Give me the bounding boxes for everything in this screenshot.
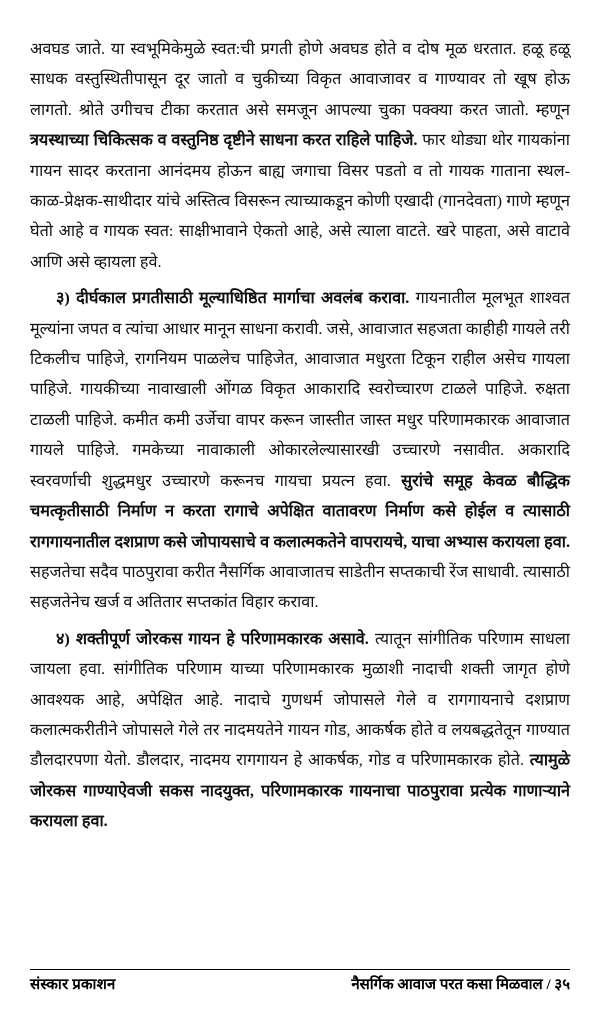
emphasis-run: ४): [56, 629, 76, 648]
paragraph-1: [30, 34, 570, 277]
text-run: त्यातून सांगीतिक परिणाम साधला जायला हवा. सांगीतिक परिणाम याच्या परिणामकारक मुळाशी नादाची शक्ती जागृत होणे आवश्यक आहे, अपेक्षित आहे. नादाचे गुणधर्म जोपासले गेले व रागगायनाचे दशप्राण कलात्मकरीतीने जोपासले गेले तर नादमयतेने गायन गोड, आकर्षक होते व लयबद्धतेतून गाण्यात डौलदारपणा येतो. डौलदार, नादमय रागगायन हे आकर्षक, गोड व परिणामकारक होते.: [30, 629, 570, 770]
text-run: गायनातील मूलभूत शाश्वत मूल्यांना जपत व त्यांचा आधार मानून साधना करावी. जसे, आवाजात सहजता काहीही गायले तरी टिकलीच पाहिजे, रागनियम पाळलेच पाहिजेत, आवाजात मधुरता टिकून राहील असेच गायला पाहिजे. गायकीच्या नावाखाली ओंगळ विकृत आकारादि स्वरोच्चारण टाळले पाहिजे. रुक्षता टाळली पाहिजे. कमीत कमी उर्जेचा वापर करून जास्तीत जास्त मधुर परिणामकारक आवाजात गायले पाहिजे. गमकेच्या नावाकाली ओकारलेल्यासारखी उच्चारणे नसावीत. अकारादि स्वरवर्णाची शुद्धमधुर उच्चारणे करूनच गायचा प्रयत्न हवा.: [30, 289, 570, 490]
page-footer: [30, 969, 570, 1003]
page-number: ३५: [554, 977, 570, 993]
emphasis-run: शक्तीपूर्ण जोरकस गायन हे परिणामकारक असावे.: [75, 629, 369, 648]
footer-separator: /: [542, 977, 555, 993]
footer-title-and-page: [351, 974, 570, 994]
publisher-name: संस्कार प्रकाशन: [30, 977, 116, 993]
emphasis-run: ३): [56, 289, 77, 308]
text-run: सहजतेचा सदैव पाठपुरावा करीत नैसर्गिक आवाजातच साडेतीन सप्तकाची रेंज साधावी. त्यासाठी सहजतेनेच खर्ज व अतितार सप्तकांत विहार करावा.: [30, 562, 570, 612]
emphasis-run: त्यामुळे जोरकस गाण्याऐवजी सकस नादयुक्त, परिणामकारक गायनाचा पाठपुरावा प्रत्येक गाणाऱ्याने करायला हवा.: [30, 751, 570, 831]
paragraph-3: [30, 624, 570, 837]
emphasis-run: दीर्घकाल प्रगतीसाठी मूल्याधिष्ठित मार्गाचा अवलंब करावा.: [76, 289, 410, 308]
footer-content: [30, 974, 570, 994]
emphasis-run: त्रयस्थाच्या चिकित्सक व वस्तुनिष्ठ दृष्टीने साधना करत राहिले पाहिजे.: [30, 131, 418, 150]
chapter-title: नैसर्गिक आवाज परत कसा मिळवाल: [351, 977, 543, 993]
text-run: फार थोड्या थोर गायकांना गायन सादर करताना आनंदमय होऊन बाह्य जगाचा विसर पडतो व तो गायक गाताना स्थल-काळ-प्रेक्षक-साथीदार यांचे अस्तित्व विसरून त्याच्याकडून कोणी एखादी (गानदेवता) गाणे म्हणून घेतो आहे व गायक स्वत: साक्षीभावाने ऐकतो आहे, असे त्याला वाटते. खरे पाहता, असे वाटावे आणि असे व्हायला हवे.: [30, 131, 570, 271]
footer-divider: [30, 969, 570, 970]
paragraph-2: [30, 283, 570, 617]
page-body: [30, 34, 570, 837]
text-run: अवघड जाते. या स्वभूमिकेमुळे स्वत:ची प्रगती होणे अवघड होते व दोष मूळ धरतात. हळू हळू साधक वस्तुस्थितीपासून दूर जातो व चुकीच्या विकृत आवाजावर व गाण्यावर तो खूष होऊ लागतो. श्रोते उगीचच टीका करतात असे समजून आपल्या चुका पक्क्या करत जातो. म्हणून: [30, 40, 570, 119]
emphasis-run: सुरांचे समूह केवळ बौद्धिक चमत्कृतीसाठी निर्माण न करता रागाचे अपेक्षित वातावरण निर्माण कसे होईल व त्यासाठी रागगायनातील दशप्राण कसे जोपायसाचे व कलात्मकतेने वापरायचे, याचा अभ्यास करायला हवा.: [30, 471, 570, 551]
